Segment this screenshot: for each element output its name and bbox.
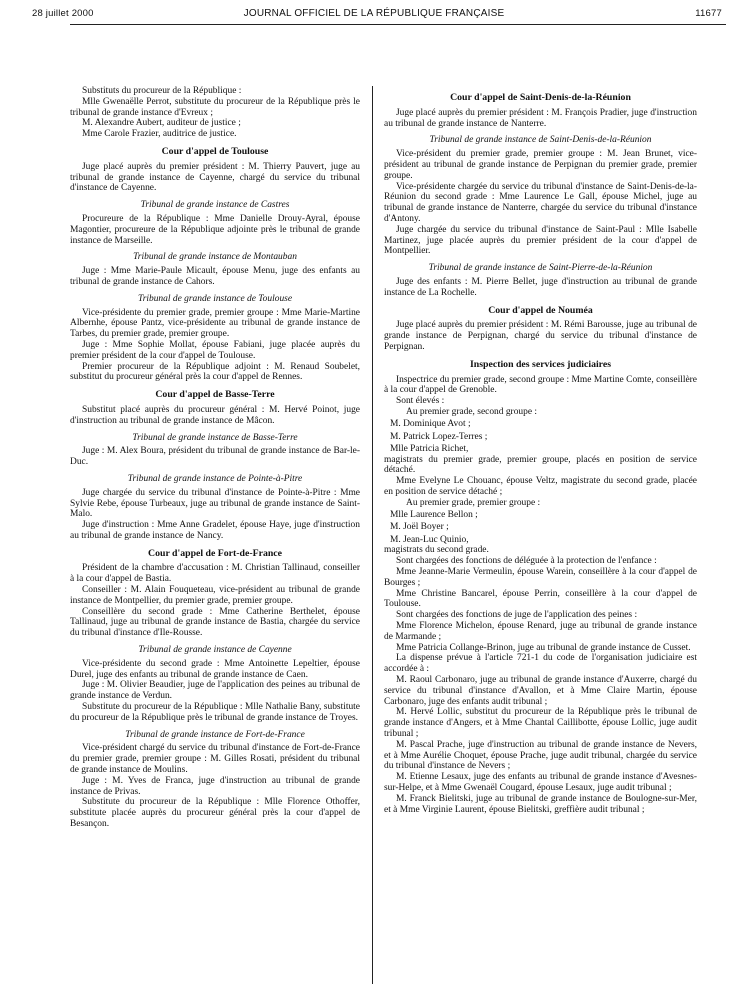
paragraph: Juge : M. Olivier Beaudier, juge de l'application des peines au tribunal de grande instance de Verdun. (70, 680, 360, 702)
paragraph: Vice-présidente chargée du service du tribunal d'instance de Saint-Denis-de-la-Réunion du second grade : Mme Laurence Le Gall, épouse Michel, juge au tribunal de grande instance de Nanterre, chargée du service du tribunal d'instance d'Antony. (384, 181, 697, 224)
paragraph: Juge placé auprès du premier président : M. Thierry Pauvert, juge au tribunal de grande instance de Cayenne, chargé du service du tribunal d'instance de Cayenne. (70, 161, 360, 194)
paragraph: magistrats du second grade. (384, 545, 489, 556)
section-heading: Cour d'appel de Fort-de-France (148, 547, 282, 559)
paragraph: Conseiller : M. Alain Fouqueteau, vice-président au tribunal de grande instance de Montpellier, du premier grade, premier groupe. (70, 585, 360, 606)
paragraph: Substitute du procureur de la République : Mlle Florence Othoffer, substitute placée auprès du procureur général près la cour d'appel de Besançon. (70, 797, 360, 830)
paragraph: Président de la chambre d'accusation : M. Christian Tallinaud, conseiller à la cour d'appel de Bastia. (70, 563, 360, 585)
paragraph: Au premier grade, second groupe : (406, 406, 538, 417)
tribunal-heading: Tribunal de grande instance de Montauban (133, 252, 297, 263)
paragraph: Mme Carole Frazier, auditrice de justice. (82, 129, 237, 140)
tribunal-heading: Tribunal de grande instance de Saint-Pierre-de-la-Réunion (428, 263, 653, 274)
tribunal-heading: Tribunal de grande instance de Saint-Denis-de-la-Réunion (429, 135, 652, 146)
page-header (20, 8, 728, 24)
paragraph: Juge chargée du service du tribunal d'instance de Saint-Paul : Mlle Isabelle Martinez, juge placée auprès du premier président de la cour d'appel de Montpellier. (384, 224, 697, 257)
paragraph: magistrats du premier grade, premier groupe, placés en position de service détaché. (384, 454, 697, 476)
paragraph: Inspectrice du premier grade, second groupe : Mme Martine Comte, conseillère à la cour d'appel de Grenoble. (384, 374, 697, 396)
paragraph: M. Raoul Carbonaro, juge au tribunal de grande instance d'Auxerre, chargé du service du tribunal d'instance d'Avallon, et à Mme Claire Martin, épouse Carbonaro, juge des enfants audit tribunal ; (384, 675, 697, 707)
paragraph: M. Etienne Lesaux, juge des enfants au tribunal de grande instance d'Avesnes-sur-Helpe, et à Mme Gwenaël Cougard, épouse Lesaux, juge audit tribunal ; (384, 772, 697, 794)
header-title: JOURNAL OFFICIEL DE LA RÉPUBLIQUE FRANÇAISE (243, 8, 505, 19)
paragraph: M. Patrick Lopez-Terres ; (390, 431, 488, 442)
paragraph: Mme Patricia Collange-Brinon, juge au tribunal de grande instance de Cusset. (396, 642, 691, 653)
paragraph: Mlle Laurence Bellon ; (390, 510, 478, 521)
paragraph: Substitut placé auprès du procureur général : M. Hervé Poinot, juge d'instruction au tribunal de grande instance de Mâcon. (70, 404, 360, 426)
paragraph: Sont chargées des fonctions de déléguée à la protection de l'enfance : (396, 556, 657, 567)
paragraph: Juge chargée du service du tribunal d'instance de Pointe-à-Pitre : Mme Sylvie Rebe, épouse Turbeaux, juge au tribunal de grande instance de Saint-Malo. (70, 487, 360, 520)
section-heading: Cour d'appel de Saint-Denis-de-la-Réunion (450, 92, 631, 103)
paragraph: M. Alexandre Aubert, auditeur de justice ; (82, 118, 241, 129)
paragraph: Vice-président chargé du service du tribunal d'instance de Fort-de-France du premier grade, premier groupe : M. Gilles Rosati, président du tribunal de grande instance de Moulins. (70, 743, 360, 776)
paragraph: M. Jean-Luc Quinio, (390, 534, 469, 545)
header-date: 28 juillet 2000 (32, 8, 94, 19)
paragraph: M. Joël Boyer ; (390, 522, 449, 533)
paragraph: Mme Jeanne-Marie Vermeulin, épouse Warein, conseillère à la cour d'appel de Bourges ; (384, 567, 697, 588)
tribunal-heading: Tribunal de grande instance de Toulouse (137, 293, 293, 304)
paragraph: Vice-présidente du second grade : Mme Antoinette Lepeltier, épouse Durel, juge des enfants au tribunal de grande instance de Caen. (70, 658, 360, 680)
paragraph: M. Franck Bielitski, juge au tribunal de grande instance de Boulogne-sur-Mer, et à Mme Virginie Laurent, épouse Bielitski, greffière audit tribunal ; (384, 793, 697, 815)
paragraph: Mlle Patricia Richet, (390, 443, 469, 454)
paragraph: Juge d'instruction : Mme Anne Gradelet, épouse Haye, juge d'instruction au tribunal de grande instance de Nancy. (70, 520, 360, 541)
paragraph: Substitute du procureur de la République : Mlle Nathalie Bany, substitute du procureur de la République près le tribunal de grande instance de Troyes. (70, 702, 360, 723)
paragraph: Juge : Mme Marie-Paule Micault, épouse Menu, juge des enfants au tribunal de grande instance de Cahors. (70, 266, 360, 287)
paragraph: M. Pascal Prache, juge d'instruction au tribunal de grande instance de Nevers, et à Mme Aurélie Choquet, épouse Prache, juge audit tribunal, chargée du service du tribunal d'instance de Nevers ; (384, 739, 697, 772)
paragraph: Juge placé auprès du premier président : M. François Pradier, juge d'instruction au tribunal de grande instance de Nanterre. (384, 107, 697, 129)
tribunal-heading: Tribunal de grande instance de Castres (140, 200, 290, 211)
paragraph: Vice-présidente du premier grade, premier groupe : Mme Marie-Martine Albernhe, épouse Pantz, vice-présidente au tribunal de grande instance de Tarbes, du premier grade, premier groupe. (70, 307, 360, 340)
paragraph: Juge : M. Yves de Franca, juge d'instruction au tribunal de grande instance de Privas. (70, 775, 360, 797)
section-heading: Cour d'appel de Nouméa (488, 304, 593, 316)
tribunal-heading: Tribunal de grande instance de Cayenne (138, 645, 292, 656)
section-heading: Cour d'appel de Basse-Terre (155, 389, 275, 401)
paragraph: Substituts du procureur de la République : (82, 86, 242, 96)
column-divider (372, 86, 373, 984)
paragraph: Procureure de la République : Mme Danielle Drouy-Ayral, épouse Magontier, procureure de la République adjointe près le tribunal de grande instance de Marseille. (70, 213, 360, 246)
left-column (70, 86, 360, 830)
tribunal-heading: Tribunal de grande instance de Basse-Terre (132, 432, 298, 443)
paragraph: Mlle Gwenaëlle Perrot, substitute du procureur de la République près le tribunal de grande instance d'Evreux ; (70, 96, 360, 118)
paragraph: Conseillère du second grade : Mme Catherine Berthelet, épouse Tallinaud, juge au tribunal de grande instance de Bastia, chargée du service du tribunal d'instance d'Ile-Rousse. (70, 606, 360, 639)
tribunal-heading: Tribunal de grande instance de Fort-de-France (125, 729, 305, 740)
paragraph: La dispense prévue à l'article 721-1 du code de l'organisation judiciaire est accordée à : (384, 653, 697, 675)
paragraph: Mme Florence Michelon, épouse Renard, juge au tribunal de grande instance de Marmande ; (384, 621, 697, 642)
header-page-number: 11677 (695, 8, 722, 19)
paragraph: M. Hervé Lollic, substitut du procureur de la République près le tribunal de grande instance d'Angers, et à Mme Chantal Caillibotte, épouse Lollic, juge audit tribunal ; (384, 707, 697, 740)
right-column (384, 86, 697, 815)
header-rule (70, 24, 726, 25)
section-heading: Inspection des services judiciaires (469, 358, 612, 370)
paragraph: Juge placé auprès du premier président : M. Rémi Barousse, juge au tribunal de grande instance de Perpignan, chargé du service du tribunal d'instance de Perpignan. (384, 320, 697, 352)
paragraph: Sont chargées des fonctions de juge de l'application des peines : (396, 610, 638, 621)
paragraph: Juge : M. Alex Boura, président du tribunal de grande instance de Bar-le-Duc. (70, 446, 360, 468)
paragraph: Vice-président du premier grade, premier groupe : M. Jean Brunet, vice-président au tribunal de grande instance de Perpignan du premier grade, premier groupe. (384, 149, 697, 181)
paragraph: Mme Christine Bancarel, épouse Perrin, conseillère à la cour d'appel de Toulouse. (384, 588, 697, 610)
paragraph: Juge : Mme Sophie Mollat, épouse Fabiani, juge placée auprès du premier président de la cour d'appel de Toulouse. (70, 339, 360, 361)
tribunal-heading: Tribunal de grande instance de Pointe-à-Pitre (127, 473, 303, 484)
paragraph: Mme Evelyne Le Chouanc, épouse Veltz, magistrate du second grade, placée en position de service détaché ; (384, 476, 697, 497)
paragraph: Juge des enfants : M. Pierre Bellet, juge d'instruction au tribunal de grande instance de La Rochelle. (384, 276, 697, 298)
paragraph: Au premier grade, premier groupe : (406, 497, 541, 508)
section-heading: Cour d'appel de Toulouse (161, 145, 269, 157)
paragraph: Premier procureur de la République adjoint : M. Renaud Soubelet, substitut du procureur général près la cour d'appel de Rennes. (70, 361, 360, 383)
paragraph: M. Dominique Avot ; (390, 419, 471, 430)
paragraph: Sont élevés : (396, 396, 445, 407)
